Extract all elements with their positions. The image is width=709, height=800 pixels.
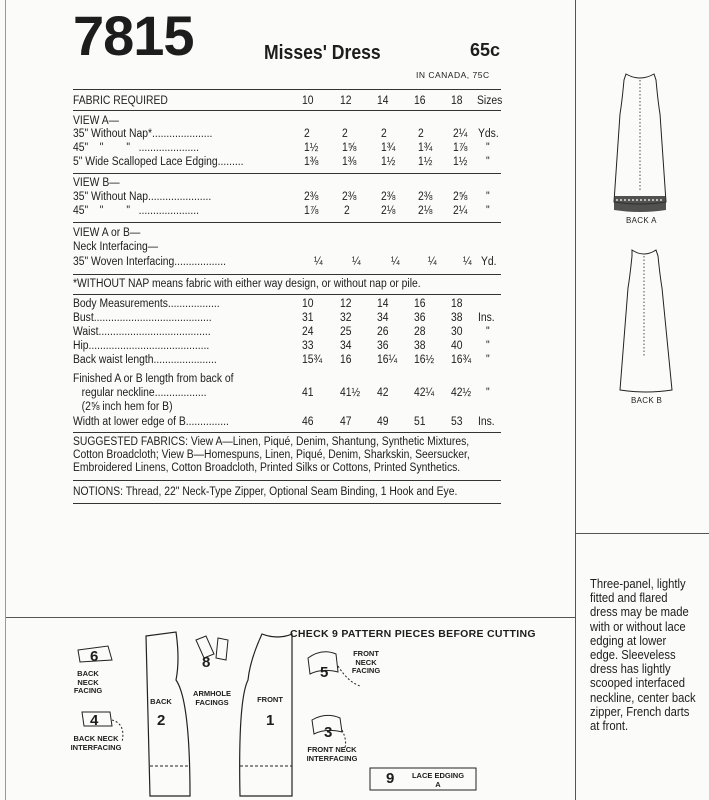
measurement-cell: 24 bbox=[302, 326, 314, 338]
table-cell: 2⅛ bbox=[418, 205, 433, 217]
hem-note: (2⅝ inch hem for B) bbox=[73, 401, 173, 413]
table-top-rule bbox=[73, 89, 501, 90]
table-cell: ¼ bbox=[391, 256, 400, 268]
piece-label: FRONT NECK INTERFACING bbox=[306, 745, 358, 763]
piece-number: 8 bbox=[202, 654, 211, 671]
table-cell: ¼ bbox=[428, 256, 437, 268]
sizes-label: Sizes bbox=[477, 95, 503, 107]
right-section-divider bbox=[575, 533, 709, 534]
finished-length-cell: 42 bbox=[377, 387, 389, 399]
width-cell: 51 bbox=[414, 416, 426, 428]
width-label: Width at lower edge of B............... bbox=[73, 416, 229, 428]
measurement-cell: 34 bbox=[377, 312, 389, 324]
table-rule bbox=[73, 480, 501, 481]
piece-label: FRONT NECK FACING bbox=[351, 649, 381, 675]
table-row-label: 45" " " ..................... bbox=[73, 205, 200, 217]
width-cell: 47 bbox=[340, 416, 352, 428]
width-cell: 49 bbox=[377, 416, 389, 428]
table-cell: 1¾ bbox=[381, 142, 396, 154]
dress-back-a-illustration bbox=[600, 72, 680, 222]
measurement-cell: 14 bbox=[377, 298, 389, 310]
pattern-title: Misses' Dress bbox=[264, 42, 381, 64]
table-cell: 2⅛ bbox=[381, 205, 396, 217]
size-header: 18 bbox=[451, 95, 463, 107]
measurement-cell: 38 bbox=[451, 312, 463, 324]
measurement-unit: " bbox=[486, 326, 490, 338]
table-row-label: 45" " " ..................... bbox=[73, 142, 200, 154]
size-header: 10 bbox=[302, 95, 314, 107]
measurement-unit: Ins. bbox=[478, 312, 495, 324]
table-unit: " bbox=[486, 191, 490, 203]
suggested-fabrics: SUGGESTED FABRICS: View A—Linen, Piqué, Denim, Shantung, Synthetic Mixtures, Cotton Broadcloth; View B—Homespuns, Linen, Piqué, Denim, Sharkskin, Seersucker, Embroidered Linens, Cotton Broadcloth, Printed Silks or Cottons, Printed Synthetics. bbox=[73, 436, 470, 475]
table-cell: ¼ bbox=[463, 256, 472, 268]
measurement-cell: 34 bbox=[340, 340, 352, 352]
measurement-cell: 28 bbox=[414, 326, 426, 338]
piece-label: ARMHOLE FACINGS bbox=[193, 689, 231, 707]
table-unit: " bbox=[486, 142, 490, 154]
measurement-cell: 16 bbox=[340, 354, 352, 366]
table-rule bbox=[73, 294, 501, 295]
piece-number: 6 bbox=[90, 648, 99, 665]
without-nap-note: *WITHOUT NAP means fabric with either way design, or without nap or pile. bbox=[73, 278, 421, 290]
table-row-label: 35" Woven Interfacing.................. bbox=[73, 256, 227, 268]
measurement-cell: 26 bbox=[377, 326, 389, 338]
lower-section-divider bbox=[5, 617, 575, 618]
pattern-pieces-diagram bbox=[0, 620, 575, 800]
measurement-cell: 10 bbox=[302, 298, 314, 310]
measurement-cell: 40 bbox=[451, 340, 463, 352]
measurement-unit: " bbox=[486, 354, 490, 366]
measurement-cell: 32 bbox=[340, 312, 352, 324]
table-cell: 2 bbox=[418, 128, 424, 140]
price-canada: IN CANADA, 75C bbox=[416, 70, 490, 80]
table-unit: Yd. bbox=[481, 256, 497, 268]
finished-length-cell: 41 bbox=[302, 387, 314, 399]
check-pieces-heading: CHECK 9 PATTERN PIECES BEFORE CUTTING bbox=[290, 628, 536, 640]
measurement-label: Bust......................................... bbox=[73, 312, 212, 324]
notions: NOTIONS: Thread, 22" Neck-Type Zipper, Optional Seam Binding, 1 Hook and Eye. bbox=[73, 486, 458, 498]
piece-number: 9 bbox=[386, 770, 395, 787]
measurement-cell: 18 bbox=[451, 298, 463, 310]
finished-length-label: regular neckline.................. bbox=[73, 387, 207, 399]
table-cell: 1⅞ bbox=[304, 205, 319, 217]
table-row-label: 35" Without Nap*..................... bbox=[73, 128, 213, 140]
measurement-cell: 36 bbox=[377, 340, 389, 352]
measurement-cell: 16¼ bbox=[377, 354, 398, 366]
size-header: 12 bbox=[340, 95, 352, 107]
table-row-label: VIEW A or B— bbox=[73, 227, 141, 239]
table-cell: 1½ bbox=[418, 156, 433, 168]
table-row-label: VIEW A— bbox=[73, 115, 120, 127]
table-rule bbox=[73, 173, 501, 174]
measurement-cell: 31 bbox=[302, 312, 314, 324]
table-cell: 2 bbox=[381, 128, 387, 140]
table-cell: 1⅝ bbox=[342, 142, 357, 154]
table-cell: 2¼ bbox=[453, 205, 468, 217]
table-cell: 1½ bbox=[304, 142, 319, 154]
table-unit: Yds. bbox=[478, 128, 499, 140]
measurement-cell: 16½ bbox=[414, 354, 435, 366]
table-row-label: Neck Interfacing— bbox=[73, 241, 159, 253]
measurement-cell: 16 bbox=[414, 298, 426, 310]
measurement-cell: 33 bbox=[302, 340, 314, 352]
finished-length-unit: " bbox=[486, 387, 490, 399]
measurement-cell: 15¾ bbox=[302, 354, 323, 366]
measurement-cell: 38 bbox=[414, 340, 426, 352]
dress-back-b-illustration bbox=[608, 246, 684, 396]
table-row-label: VIEW B— bbox=[73, 177, 120, 189]
table-header-rule bbox=[73, 110, 501, 111]
table-cell: 1½ bbox=[453, 156, 468, 168]
measurement-cell: 25 bbox=[340, 326, 352, 338]
table-cell: ¼ bbox=[314, 256, 323, 268]
finished-length-label: Finished A or B length from back of bbox=[73, 373, 234, 385]
piece-number: 1 bbox=[266, 712, 275, 729]
piece-number: 2 bbox=[157, 712, 166, 729]
size-header: 14 bbox=[377, 95, 389, 107]
piece-label: LACE EDGING A bbox=[411, 771, 465, 789]
finished-length-cell: 41½ bbox=[340, 387, 361, 399]
width-cell: 53 bbox=[451, 416, 463, 428]
table-row-label: 5" Wide Scalloped Lace Edging......... bbox=[73, 156, 244, 168]
measurement-label: Body Measurements.................. bbox=[73, 298, 220, 310]
measurement-label: Waist....................................... bbox=[73, 326, 211, 338]
table-rule bbox=[73, 274, 501, 275]
measurement-unit: " bbox=[486, 340, 490, 352]
piece-number: 3 bbox=[324, 724, 333, 741]
table-cell: 2¼ bbox=[453, 128, 468, 140]
piece-label: BACK NECK FACING bbox=[73, 669, 103, 695]
table-cell: 1⅜ bbox=[342, 156, 357, 168]
table-rule bbox=[73, 222, 501, 223]
size-header: 16 bbox=[414, 95, 426, 107]
table-cell: ¼ bbox=[352, 256, 361, 268]
table-cell: 2⅜ bbox=[304, 191, 319, 203]
table-cell: 1¾ bbox=[418, 142, 433, 154]
table-cell: 2⅜ bbox=[381, 191, 396, 203]
back-a-caption: BACK A bbox=[626, 216, 657, 225]
measurement-label: Hip.......................................... bbox=[73, 340, 210, 352]
table-row-label: 35" Without Nap...................... bbox=[73, 191, 212, 203]
table-rule bbox=[73, 503, 501, 504]
finished-length-cell: 42¼ bbox=[414, 387, 435, 399]
back-b-caption: BACK B bbox=[631, 396, 663, 405]
table-cell: 2 bbox=[304, 128, 310, 140]
fabric-table-title: FABRIC REQUIRED bbox=[73, 95, 168, 107]
measurement-cell: 36 bbox=[414, 312, 426, 324]
piece-label: BACK NECK INTERFACING bbox=[70, 734, 122, 752]
width-cell: 46 bbox=[302, 416, 314, 428]
table-cell: 2 bbox=[344, 205, 350, 217]
table-unit: " bbox=[486, 156, 490, 168]
pattern-number: 7815 bbox=[73, 4, 194, 67]
table-cell: 2⅜ bbox=[418, 191, 433, 203]
measurement-label: Back waist length...................... bbox=[73, 354, 217, 366]
measurement-cell: 30 bbox=[451, 326, 463, 338]
piece-number: 5 bbox=[320, 664, 329, 681]
pattern-description: Three-panel, lightly fitted and flared dress may be made with or without lace edging at lower edge. Sleeveless dress has lightly scooped interfaced neckline, center back zipper, French darts at front. bbox=[590, 577, 696, 734]
finished-length-cell: 42½ bbox=[451, 387, 472, 399]
piece-number: 4 bbox=[90, 712, 99, 729]
table-cell: 1⅞ bbox=[453, 142, 468, 154]
table-rule bbox=[73, 432, 501, 433]
piece-label: FRONT bbox=[257, 695, 283, 704]
table-cell: 1½ bbox=[381, 156, 396, 168]
piece-label: BACK bbox=[150, 697, 172, 706]
table-cell: 2⅝ bbox=[453, 191, 468, 203]
right-column-divider bbox=[575, 0, 576, 800]
table-cell: 2⅜ bbox=[342, 191, 357, 203]
width-unit: Ins. bbox=[478, 416, 495, 428]
price: 65c bbox=[470, 40, 501, 60]
table-unit: " bbox=[486, 205, 490, 217]
measurement-cell: 16¾ bbox=[451, 354, 472, 366]
table-cell: 1⅜ bbox=[304, 156, 319, 168]
table-cell: 2 bbox=[342, 128, 348, 140]
measurement-cell: 12 bbox=[340, 298, 352, 310]
